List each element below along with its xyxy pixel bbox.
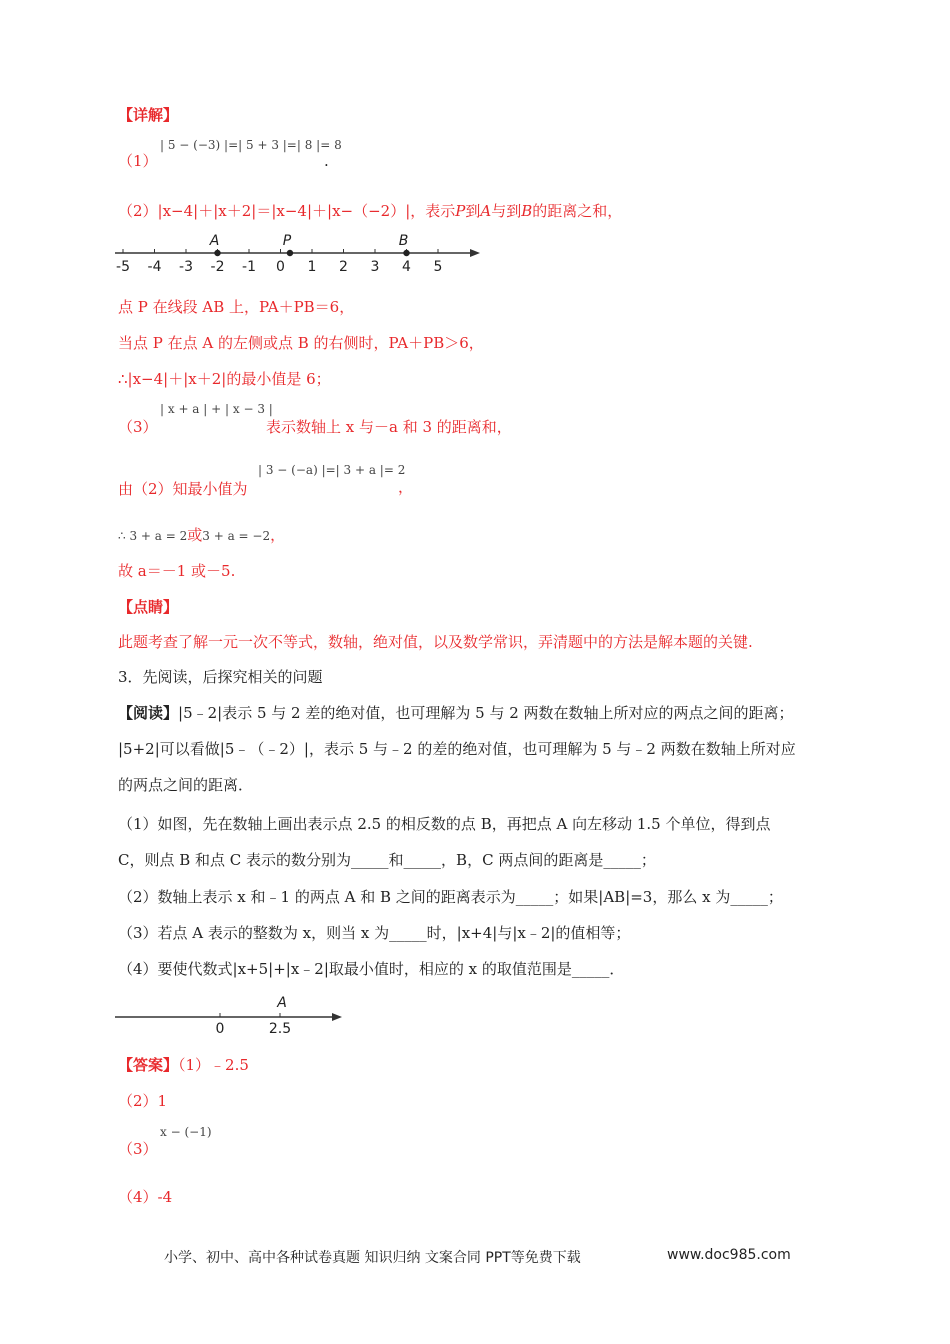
number-line-1-tick-label: -3: [179, 259, 193, 275]
number-line-1-tick-label: -4: [147, 259, 162, 275]
answer-3-label: （3）: [118, 1140, 158, 1158]
number-line-1-tick-label: -2: [210, 259, 225, 275]
number-line-2-tick-label: 0: [215, 1021, 225, 1037]
question-4: （4）要使代数式|x+5|+|x﹣2|取最小值时，相应的 x 的取值范围是_____．: [118, 960, 625, 978]
number-line-1-tick-label: 3: [370, 259, 380, 275]
read-heading: 【阅读】: [118, 704, 179, 722]
number-line-2: [110, 990, 360, 1040]
number-line-1-point-label: A: [209, 233, 220, 249]
solution-line-b: 当点 P 在点 A 的左侧或点 B 的右侧时，PA＋PB＞6，: [118, 334, 484, 352]
part2-var-p: P: [455, 202, 466, 220]
footer-left: 小学、初中、高中各种试卷真题 知识归纳 文案合同 PPT等免费下载: [164, 1250, 581, 1266]
read-line-1: [118, 702, 794, 724]
solution-line-a: 点 P 在线段 AB 上，PA＋PB＝6，: [118, 298, 355, 316]
part3b-text: 由（2）知最小值为: [118, 480, 248, 498]
part3c-math1: ∴ 3 + a = 2: [118, 529, 188, 543]
part3c-math2: 3 + a = −2: [202, 529, 271, 543]
number-line-1-tick-label: -1: [242, 259, 256, 275]
number-line-1-tick-label: 4: [402, 259, 411, 275]
answer-1: （1）﹣2.5: [178, 1056, 249, 1074]
answer-4: （4）-4: [118, 1188, 173, 1206]
number-line-1-arrow: [470, 249, 480, 257]
number-line-1: [110, 228, 490, 280]
part2-text-b: 到: [465, 202, 481, 220]
part3b-math: | 3 − (−a) |=| 3 + a |= 2: [258, 463, 406, 477]
part1-end: .: [324, 152, 329, 170]
part3-text: 表示数轴上 x 与－a 和 3 的距离和，: [266, 418, 512, 436]
part2-label: （2）: [118, 202, 158, 220]
solution-line-c: ∴|x−4|＋|x＋2|的最小值是 6；: [118, 370, 331, 388]
number-line-1-tick-label: 2: [339, 259, 348, 275]
comment-text: 此题考查了解一元一次不等式，数轴，绝对值，以及数学常识，弄清题中的方法是解本题的关键.: [118, 633, 753, 651]
part3c-or: 或: [187, 526, 203, 544]
part2-line: [118, 200, 622, 222]
question-3: （3）若点 A 表示的整数为 x，则当 x 为_____时，|x+4|与|x﹣2|的值相等；: [118, 924, 631, 942]
part3-label: （3）: [118, 418, 158, 436]
section-heading-comment: 【点睛】: [118, 598, 179, 616]
number-line-1-tick-label: -5: [116, 259, 130, 275]
read-line-3: 的两点之间的距离．: [118, 776, 254, 794]
answer-2: （2）1: [118, 1092, 168, 1110]
part3-math: | x + a | + | x − 3 |: [160, 402, 273, 416]
part2-text-a: |x−4|＋|x＋2|＝|x−4|＋|x−（−2）|，表示: [157, 202, 456, 220]
question-2: （2）数轴上表示 x 和﹣1 的两点 A 和 B 之间的距离表示为_____；如果|AB|=3，那么 x 为_____；: [118, 888, 783, 906]
answer-heading: 【答案】: [118, 1056, 179, 1074]
part1-math: | 5 − (−3) |=| 5 + 3 |=| 8 |= 8: [160, 138, 342, 152]
number-line-1-tick-label: 5: [433, 259, 443, 275]
q3-title: 3．先阅读，后探究相关的问题: [118, 668, 323, 686]
number-line-1-point-label: B: [398, 233, 409, 249]
part2-var-a: A: [480, 202, 492, 220]
number-line-1-point: [214, 250, 220, 256]
number-line-1-point: [403, 250, 409, 256]
footer-right[interactable]: www.doc985.com: [667, 1247, 791, 1263]
number-line-1-tick-label: 0: [276, 259, 285, 275]
part1-label: （1）: [118, 152, 158, 170]
number-line-2-point-label: A: [277, 995, 287, 1011]
read-text-1: |5﹣2|表示 5 与 2 差的绝对值，也可理解为 5 与 2 两数在数轴上所对应的两点之间的距离；: [178, 704, 794, 722]
read-line-2: |5+2|可以看做|5﹣（﹣2）|，表示 5 与﹣2 的差的绝对值，也可理解为 5 与﹣2 两数在数轴上所对应: [118, 740, 796, 758]
number-line-1-point: [287, 250, 293, 256]
part2-text-c: 与到: [491, 202, 522, 220]
number-line-1-tick-label: 1: [307, 259, 317, 275]
question-1a: （1）如图，先在数轴上画出表示点 2.5 的相反数的点 B，再把点 A 向左移动 1.5 个单位，得到点: [118, 815, 771, 833]
question-1b: C，则点 B 和点 C 表示的数分别为_____和_____，B，C 两点间的距离是_____；: [118, 851, 656, 869]
part3c-line: [118, 524, 285, 547]
part2-var-b: B: [521, 202, 533, 220]
answer-3-math: x − (−1): [160, 1125, 212, 1139]
number-line-2-tick-label: 2.5: [268, 1021, 292, 1037]
answer-line-1: [118, 1054, 249, 1076]
number-line-2-arrow: [332, 1013, 342, 1021]
part3d-line: 故 a＝－1 或－5.: [118, 562, 236, 580]
section-heading-detail: 【详解】: [118, 106, 179, 124]
part3b-end: ，: [398, 478, 414, 496]
part2-text-d: 的距离之和，: [532, 202, 623, 220]
number-line-1-point-label: P: [282, 233, 292, 249]
part3c-end: ，: [270, 526, 286, 544]
